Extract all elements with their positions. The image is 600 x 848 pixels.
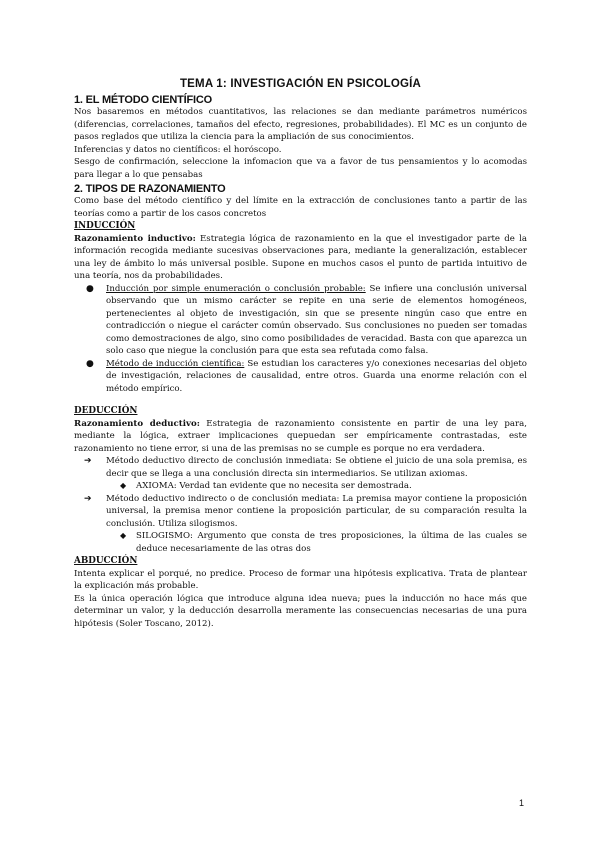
subheading-deduccion: DEDUCCIÓN [74,406,138,416]
diamond-list [106,530,527,555]
section-heading-metodo: 1. EL MÉTODO CIENTÍFICO [74,94,213,106]
subheading-induccion: INDUCCIÓN [74,221,136,231]
bullet-icon: ● [86,358,94,369]
diamond-list [106,480,527,493]
item-text: Método deductivo directo de conclusión inmediata: Se obtiene el juicio de una sola premisa, es decir que se llega a una conclusión directa sin intermediarios. Se utilizan axiomas. [106,456,527,479]
bullet-icon: ● [86,283,94,294]
page-number: 1 [519,798,525,808]
item-text: SILOGISMO: Argumento que consta de tres proposiciones, la última de las cuales se deduce necesariamente de las otras dos [136,531,527,554]
list-item [86,283,527,358]
paragraph: Es la única operación lógica que introduce alguna idea nueva; pues la inducción no hace más que determinar un valor, y la deducción desarrolla meramente las consecuencias necesarias de una pura hipótesis (Soler Toscano, 2012). [74,593,527,629]
term-label: Razonamiento inductivo: [74,233,196,244]
paragraph: Como base del método científico y del límite en la extracción de conclusiones tanto a partir de las teorías como a partir de los casos concretos [74,196,527,219]
list-item [84,455,527,493]
term-label: Razonamiento deductivo: [74,418,200,429]
arrow-icon: ➔ [84,456,92,466]
bullet-list [74,283,527,396]
subheading-abduccion: ABDUCCIÓN [74,556,138,566]
list-item [120,480,527,493]
paragraph: Sesgo de confirmación, seleccione la infomacion que va a favor de tus pensamientos y lo acomodas para llegar a lo que pensabas [74,157,527,180]
list-item [120,530,527,555]
document-page [74,78,527,630]
item-title: Inducción por simple enumeración o conclusión probable: [106,283,366,294]
list-item [86,358,527,396]
paragraph [74,233,527,283]
item-text: AXIOMA: Verdad tan evidente que no necesita ser demostrada. [136,481,412,491]
arrow-list [74,455,527,555]
section-heading-razonamiento: 2. TIPOS DE RAZONAMIENTO [74,183,226,195]
diamond-icon: ◆ [120,481,127,490]
paragraph: Inferencias y datos no científicos: el horóscopo. [74,144,282,155]
item-title: Método de inducción científica: [106,358,245,369]
document-title: TEMA 1: INVESTIGACIÓN EN PSICOLOGÍA [179,78,422,90]
diamond-icon: ◆ [120,531,127,540]
term-text: Estrategia de razonamiento consistente en partir de una ley para, mediante la lógica, extraer implicaciones quepuedan ser empíricamente contrastadas, este razonamiento no tiene error, si una de las premisas no se cumple es porque no era verdadera. [74,418,527,454]
item-text: Método deductivo indirecto o de conclusión mediata: La premisa mayor contiene la proposición universal, la premisa menor contiene la proposición particular, de su comparación resulta la conclusión. Utiliza silogismos. [106,493,527,529]
paragraph: Intenta explicar el porqué, no predice. Proceso de formar una hipótesis explicativa. Trata de plantear la explicación más probable. [74,568,527,591]
list-item [84,493,527,556]
paragraph: Nos basaremos en métodos cuantitativos, las relaciones se dan mediante parámetros numéricos (diferencias, correlaciones, tamaños del efecto, regresiones, probabilidades). El MC es un conjunto de pasos reglados que utiliza la ciencia para la ampliación de sus conocimientos. [74,107,527,142]
term-text: Estrategia lógica de razonamiento en la que el investigador parte de la información recogida mediante sucesivas observaciones para, mediante la generalización, establecer una ley de ámbito lo más universal posible. Supone en muchos casos el punto de partida intuitivo de una teoría, nos da probabilidades. [74,233,527,281]
arrow-icon: ➔ [84,493,92,504]
item-text: Se infiere una conclusión universal observando que un mismo carácter se repite en una serie de elementos homogéneos, pertenecientes al objeto de investigación, sin que se presente ningún caso que entre en contradicción o niegue el carácter común observado. Sus conclusiones no pueden ser tomadas como demostraciones de algo, sino como posibilidades de veracidad. Basta con que aparezca un solo caso que niegue la conclusión para que esta sea refutada como falsa. [106,283,527,356]
item-text: Se estudian los caracteres y/o conexiones necesarias del objeto de investigación, relaciones de causalidad, entre otros. Guarda una enorme relación con el método empírico. [106,358,527,394]
paragraph [74,418,527,456]
